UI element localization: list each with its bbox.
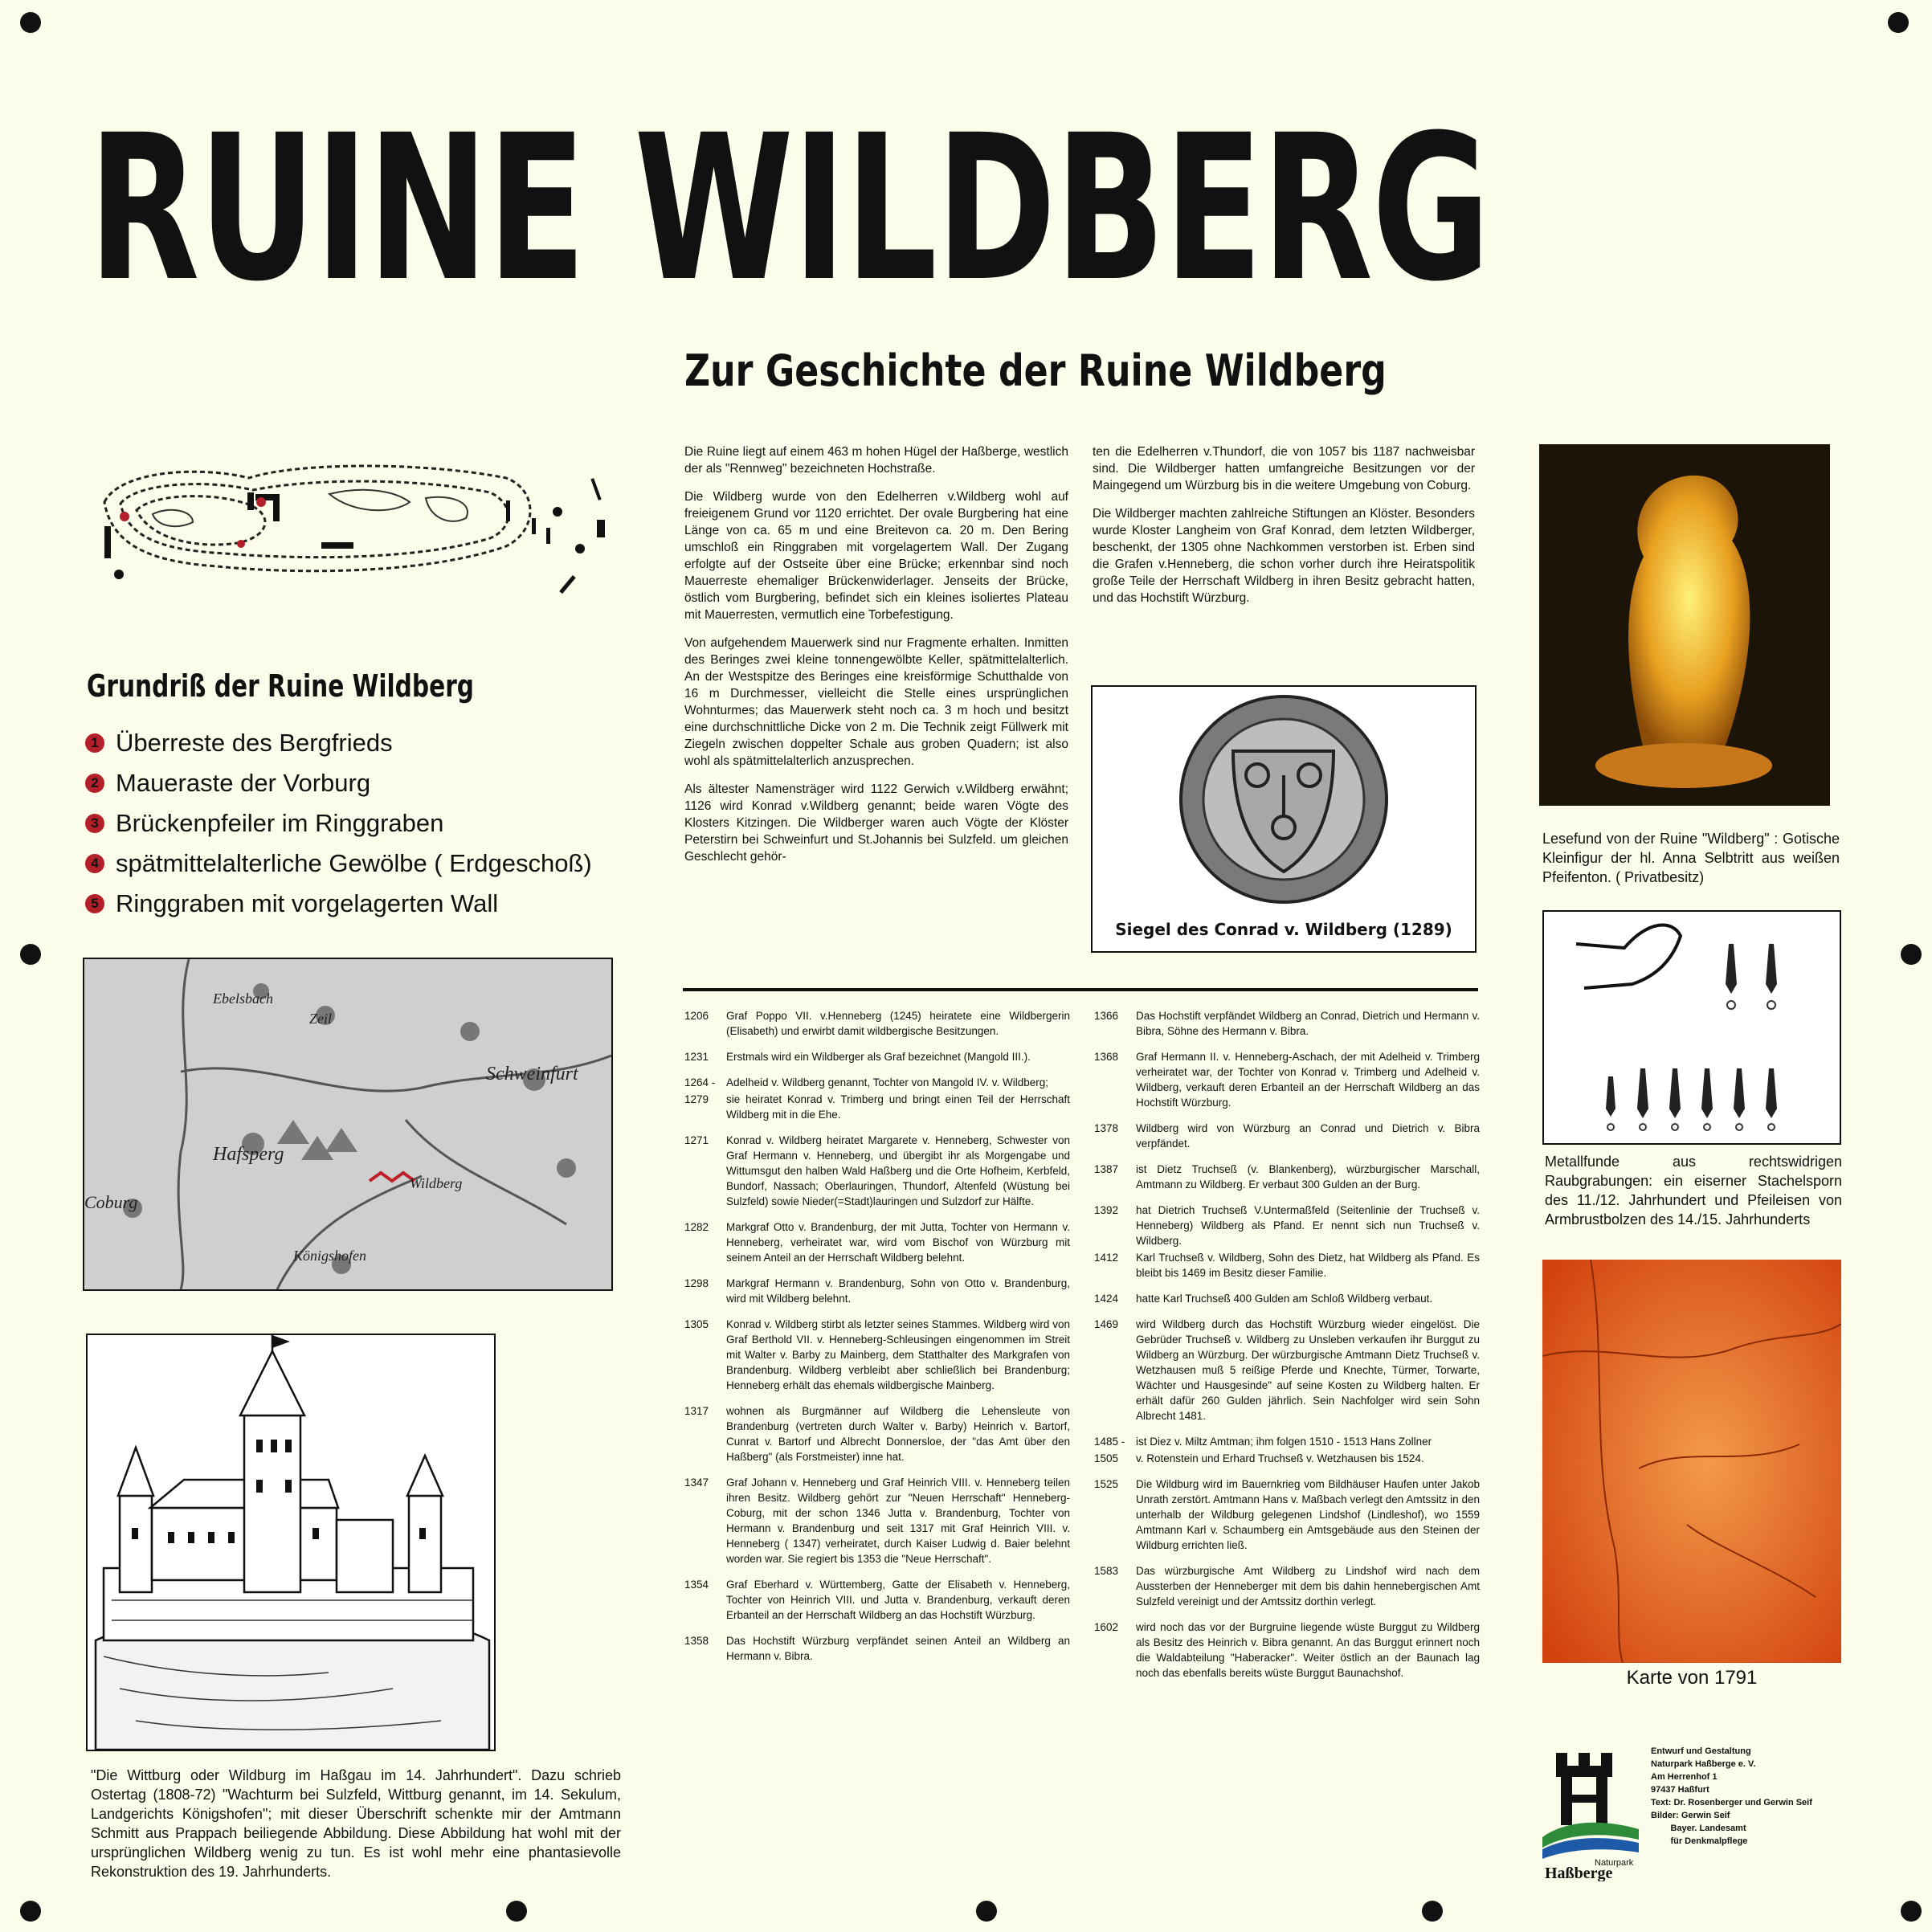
timeline-entry: [1094, 1434, 1480, 1449]
legend-number: 4: [85, 854, 104, 873]
naturpark-logo: [1538, 1745, 1643, 1881]
timeline-text: wohnen als Burgmänner auf Wildberg die Lehensleute von Brandenburg (vertreten durch Walter v. Barby) Heinrich v. Bartorf, Cunrat v. Bartorf und Albrecht Donnersloe, der "das Amt über den Haßberg" (als Forstmeister) inne hat.: [726, 1405, 1070, 1463]
timeline-year: 1378: [1094, 1122, 1119, 1134]
timeline-text: Das Hochstift verpfändet Wildberg an Conrad, Dietrich und Hermann v. Bibra, Söhne des Hermann v. Bibra.: [1136, 1010, 1480, 1037]
legend-number: 2: [85, 774, 104, 793]
credits-line: Naturpark Haßberge e. V.: [1651, 1759, 1756, 1769]
timeline-text: Die Wildburg wird im Bauernkrieg vom Bildhäuser Haufen unter Jakob Unrath zerstört. Amtmann Hans v. Maßbach verlegt den Amtssitz in den unterhalb der Wildburg gelegenen Lindshof (Lindleshof), wo 1559 Amtmann Karl v. Schaumberg ein Amtsgebäude aus den Steinen der Wildburg errichten ließ.: [1136, 1478, 1480, 1551]
figurine-photo: [1539, 444, 1830, 806]
timeline-text: wird Wildberg durch das Hochstift Würzburg wieder eingelöst. Die Gebrüder Truchseß v. Wildberg zu Unsleben verkaufen ihr Burggut zu Wildberg an Würzburg. Der würzburgische Amtmann Dietz Truchseß v. Wetzhausen muß 5 reißige Pferde und Knechte, Türmer, Torwarte, Wächter und Hausgesinde" auf seine Kosten zu Wildberg halten. Er erhält dafür 260 Gulden jährlich. Sein Nachfolger wird sein Sohn Albrecht 1481.: [1136, 1318, 1480, 1422]
legend-label: Überreste des Bergfrieds: [116, 729, 393, 757]
timeline-text: Konrad v. Wildberg stirbt als letzter seines Stammes. Wildberg wird von Graf Berthold VII. v. Henneberg-Schleusingen eingenommen im Streit mit Walter v. Barby zu Mainberg, dem Statthalter des Markgrafen von Brandenburg. Wildberg verbleibt aber schließlich bei Brandenburg; Henneberg erhält das ehemals wildbergische Mainberg.: [726, 1318, 1070, 1391]
timeline-year: 1412: [1094, 1252, 1119, 1264]
history-paragraph: Die Wildberg wurde von den Edelherren v.Wildberg wohl auf freieigenem Grund vor 1120 errichtet. Der ovale Burgbering hat eine Länge von ca. 65 m und eine Breitevon ca. 20 m. Den Bering umschloß ein Ringgraben mit vorgelagertem Wall. Der Zugang erfolgte auf der Ostseite über eine Brücke; erkennbar sind noch Mauerreste ehemaliger Brückenwiderlager. Jenseits der Brücke, östlich vom Burgbering, befindet sich ein kleines isoliertes Plateau mit Mauerresten, vermutlich eine Torbefestigung.: [684, 490, 1068, 622]
timeline-year: 1366: [1094, 1010, 1119, 1022]
credits-line: für Denkmalpflege: [1651, 1836, 1748, 1846]
timeline-year: 1298: [684, 1277, 709, 1289]
timeline-year: 1368: [1094, 1051, 1119, 1063]
credits: [1651, 1745, 1812, 1848]
screw: [20, 12, 41, 33]
logo-text: Haßberge: [1545, 1865, 1613, 1881]
metal-finds-caption: Metallfunde aus rechtswidrigen Raubgrabungen: ein eiserner Stachelsporn des 11./12. Jahrhundert und Pfeileisen von Armbrustbolzen des 14./15. Jahrhunderts: [1545, 1154, 1842, 1227]
credits-line: Text: Dr. Rosenberger und Gerwin Seif: [1651, 1798, 1812, 1807]
seal-image-frame: [1091, 685, 1477, 953]
metal-finds-drawing: [1544, 912, 1840, 1143]
timeline-entry: [1094, 1620, 1480, 1681]
screw: [1888, 12, 1909, 33]
timeline-entry: [684, 1219, 1070, 1265]
map-1791-caption: Karte von 1791: [1626, 1667, 1758, 1689]
legend-item: [85, 843, 592, 884]
timeline-text: Konrad v. Wildberg heiratet Margarete v. Henneberg, Schwester von Graf Hermann v. Henneberg, und übergibt ihr als Morgengabe und Wittumsgut den halben Wald Haßberg und die Orte Hofheim, Kerbfeld, Bundorf, Nassach; Oberlauringen, Thundorf, Altenfeld (Wüstung bei Sulzfeld) sowie Nieder(=Stadt)lauringen und Sulzdorf zur Hälfte.: [726, 1134, 1070, 1207]
history-paragraph: ten die Edelherren v.Thundorf, die von 1057 bis 1187 nachweisbar sind. Die Wildberger hatten umfangreiche Besitzungen vor der Maingegend um Würzburg bis in die weitere Umgebung von Coburg.: [1093, 445, 1475, 492]
old-map-image: [83, 958, 613, 1291]
credits-line: Bilder: Gerwin Seif: [1651, 1811, 1730, 1820]
credits-line: 97437 Haßfurt: [1651, 1785, 1709, 1795]
timeline-year: 1305: [684, 1318, 709, 1330]
timeline-entry: [684, 1133, 1070, 1209]
timeline-entry: [1094, 1317, 1480, 1423]
castle-drawing-frame: [86, 1334, 496, 1751]
logo-text-small: Naturpark: [1595, 1858, 1634, 1868]
map-label: Ebelsbach: [213, 991, 273, 1007]
timeline-entry: [1094, 1250, 1480, 1281]
timeline-text: Erstmals wird ein Wildberger als Graf bezeichnet (Mangold III.).: [726, 1051, 1031, 1063]
timeline-text: Das würzburgische Amt Wildberg zu Lindshof wird nach dem Aussterben der Henneberger mit dem bis dahin hennebergischen Amt Sulzfeld vereinigt und der Amtssitz dorthin verlegt.: [1136, 1565, 1480, 1607]
timeline-year: 1231: [684, 1051, 709, 1063]
legend-item: [85, 803, 592, 843]
timeline-right: [1094, 1008, 1480, 1691]
credits-line: Am Herrenhof 1: [1651, 1772, 1718, 1782]
credits-line: Bayer. Landesamt: [1651, 1824, 1746, 1833]
timeline-year: 1424: [1094, 1293, 1119, 1305]
timeline-entry: [1094, 1008, 1480, 1039]
map-label: Wildberg: [410, 1175, 463, 1191]
timeline-year: 1505: [1094, 1452, 1119, 1464]
screw: [1901, 1901, 1922, 1922]
figurine-caption: Lesefund von der Ruine "Wildberg" : Gotische Kleinfigur der hl. Anna Selbtritt aus weißen Pfeifenton. ( Privatbesitz): [1542, 831, 1840, 885]
timeline-year: 1271: [684, 1134, 709, 1146]
legend-number: 1: [85, 733, 104, 753]
timeline-text: ist Diez v. Miltz Amtman; ihm folgen 1510 - 1513 Hans Zollner: [1136, 1436, 1432, 1448]
timeline-text: wird noch das vor der Burgruine liegende wüste Burggut zu Wildberg als Besitz des Heinrich v. Bibra genannt. An das Burggut erinnert noch die Waldabteilung "Haberacker". Weiter östlich an der Baunach lag noch das ebenfalls bereits wüste Burggut Baunachshof.: [1136, 1621, 1480, 1679]
timeline-text: v. Rotenstein und Erhard Truchseß v. Wetzhausen bis 1524.: [1136, 1452, 1424, 1464]
page-subtitle: Zur Geschichte der Ruine Wildberg: [684, 345, 1387, 396]
timeline-entry: [1094, 1563, 1480, 1609]
legend-label: spätmittelalterliche Gewölbe ( Erdgeschoß): [116, 849, 592, 877]
timeline-year: 1485 -: [1094, 1436, 1125, 1448]
history-paragraph: Die Ruine liegt auf einem 463 m hohen Hügel der Haßberge, westlich der als "Rennweg" bezeichneten Hochstraße.: [684, 445, 1068, 476]
legend-label: Ringgraben mit vorgelagerten Wall: [116, 889, 499, 917]
timeline-year: 1279: [684, 1093, 709, 1105]
history-paragraph: Die Wildberger machten zahlreiche Stiftungen an Klöster. Besonders wurde Kloster Langheim von Graf Konrad, dem letzten Wildberger, beschenkt, der 1305 ohne Nachkommen verstorben ist. Erben sind die Grafen v.Henneberg, die schon vorher durch ihre Heiratspolitik große Teile der Herrschaft Wildberg in ihren Besitz gebracht hatten, und das Hochstift Würzburg.: [1093, 507, 1475, 605]
timeline-divider: [683, 988, 1478, 991]
timeline-entry: [1094, 1477, 1480, 1553]
timeline-text: hat Dietrich Truchseß V.Untermaßfeld (Seitenlinie der Truchseß v. Henneberg) Wildberg als Pfand. Er nennt sich nun Truchseß v. Wildberg.: [1136, 1204, 1480, 1247]
timeline-text: Graf Eberhard v. Württemberg, Gatte der Elisabeth v. Henneberg, Tochter von Heinrich VIII. und Jutta v. Brandenburg, verkauft deren Erbanteil an der Herrschaft Wildberg an das Hochstift Würzburg.: [726, 1579, 1070, 1621]
timeline-year: 1392: [1094, 1204, 1119, 1216]
timeline-year: 1358: [684, 1635, 709, 1647]
map-label: Hafsperg: [213, 1144, 284, 1165]
timeline-year: 1469: [1094, 1318, 1119, 1330]
timeline-text: Markgraf Otto v. Brandenburg, der mit Jutta, Tochter von Hermann v. Henneberg, verheiratet war, wird vom Bischof von Würzburg mit seinem Anteil an der Herrschaft Wildberg belehnt.: [726, 1221, 1070, 1264]
timeline-entry: [684, 1577, 1070, 1623]
timeline-year: 1347: [684, 1477, 709, 1489]
legend-item: [85, 884, 592, 924]
map-label: Schweinfurt: [486, 1064, 578, 1084]
timeline-text: hatte Karl Truchseß 400 Gulden am Schloß Wildberg verbaut.: [1136, 1293, 1433, 1305]
timeline-entry: [684, 1633, 1070, 1664]
timeline-year: 1602: [1094, 1621, 1119, 1633]
timeline-entry: [684, 1276, 1070, 1306]
timeline-text: ist Dietz Truchseß (v. Blankenberg), würzburgischer Marschall, Amtmann zu Wildberg. Er verbaut 300 Gulden an der Burg.: [1136, 1163, 1480, 1191]
timeline-text: Graf Hermann II. v. Henneberg-Aschach, der mit Adelheid v. Trimberg verheiratet war, der Tochter von Konrad v. Trimberg und Adelheid v. Wildberg, verkauft deren Erbanteil an der Herrschaft Wildberg an das Hochstift Würzburg.: [1136, 1051, 1480, 1109]
timeline-text: Graf Johann v. Henneberg und Graf Heinrich VIII. v. Henneberg teilen ihren Besitz. Wildberg gehört zur "Neuen Herrschaft" Henneberg-Coburg, mit der schon 1346 Jutta v. Brandenburg, Tochter von Hermann v. Brandenburg und seit 1317 mit Graf Heinrich VIII. v. Henneberg ( 1347) verheiratet, durch Kaiser Ludwig d. Baier belehnt worden war. Sie regiert bis 1353 die "Neue Herrschaft".: [726, 1477, 1070, 1565]
map-label: Zeil: [309, 1011, 333, 1027]
timeline-entry: [684, 1317, 1070, 1393]
history-column-2: [1093, 443, 1475, 618]
map-label: Königshofen: [293, 1248, 367, 1264]
page-title: RUINE WILDBERG: [88, 92, 1489, 325]
legend-number: 5: [85, 894, 104, 913]
timeline-year: 1387: [1094, 1163, 1119, 1175]
legend-number: 3: [85, 814, 104, 833]
timeline-entry: [684, 1075, 1070, 1090]
timeline-year: 1317: [684, 1405, 709, 1417]
screw: [1901, 944, 1922, 965]
map-1791-image: [1542, 1260, 1841, 1663]
history-column-1: [684, 443, 1068, 876]
legend-label: Brückenpfeiler im Ringgraben: [116, 809, 444, 837]
castle-drawing: [88, 1335, 494, 1750]
timeline-entry: [684, 1475, 1070, 1566]
screw: [20, 1901, 41, 1922]
metal-finds-frame: [1542, 910, 1841, 1145]
ground-plan-drawing: [88, 454, 643, 615]
timeline-year: 1583: [1094, 1565, 1119, 1577]
timeline-entry: [1094, 1121, 1480, 1151]
seal-image: [1093, 687, 1475, 912]
castle-caption: "Die Wittburg oder Wildburg im Haßgau im 14. Jahrhundert". Dazu schrieb Ostertag (1808-72) "Wachturm bei Sulzfeld, Wittburg genannt, im 14. Sekulum, Landgerichts Königshofen"; mit dieser Überschrift schenkte mir der Amtmann Schmitt aus Prappach beiliegende Abbildung. Diese Abbildung hat wohl mit der ursprünglichen Wildberg wenig zu tun. Es ist wohl mehr eine phantasievolle Rekonstruktion des 19. Jahrhunderts.: [91, 1767, 621, 1880]
legend-item: [85, 723, 592, 763]
timeline-text: Karl Truchseß v. Wildberg, Sohn des Dietz, hat Wildberg als Pfand. Es bleibt bis 1469 im Besitz dieser Familie.: [1136, 1252, 1480, 1279]
timeline-text: Markgraf Hermann v. Brandenburg, Sohn von Otto v. Brandenburg, wird mit Wildberg belehnt.: [726, 1277, 1070, 1305]
timeline-text: Das Hochstift Würzburg verpfändet seinen Anteil an Wildberg an Hermann v. Bibra.: [726, 1635, 1070, 1662]
timeline-year: 1282: [684, 1221, 709, 1233]
plan-title: Grundriß der Ruine Wildberg: [87, 668, 475, 704]
timeline-year: 1206: [684, 1010, 709, 1022]
timeline-entry: [1094, 1162, 1480, 1192]
timeline-entry: [1094, 1049, 1480, 1110]
legend-label: Maueraste der Vorburg: [116, 769, 371, 797]
screw: [1422, 1901, 1443, 1922]
timeline-entry: [684, 1403, 1070, 1464]
timeline-entry: [1094, 1203, 1480, 1248]
old-map-drawing: [84, 959, 611, 1289]
screw: [20, 944, 41, 965]
timeline-entry: [1094, 1451, 1480, 1466]
timeline-year: 1354: [684, 1579, 709, 1591]
timeline-entry: [684, 1092, 1070, 1122]
timeline-text: sie heiratet Konrad v. Trimberg und bringt einen Teil der Herrschaft Wildberg mit in die Ehe.: [726, 1093, 1070, 1121]
timeline-entry: [1094, 1291, 1480, 1306]
timeline-entry: [684, 1049, 1070, 1064]
history-paragraph: Als ältester Namensträger wird 1122 Gerwich v.Wildberg erwähnt; 1126 wird Konrad v.Wildberg genannt; beide waren Vögte des Klosters Kitzingen. Die Wildberger waren auch Vögte der Klöster Peterstirn bei Schweinfurt und St.Johannis bei Sulzfeld. um gleichen Geschlecht gehör-: [684, 782, 1068, 864]
timeline-text: Graf Poppo VII. v.Henneberg (1245) heiratete eine Wildbergerin (Elisabeth) und erwirbt damit wildbergische Besitzungen.: [726, 1010, 1070, 1037]
credits-line: Entwurf und Gestaltung: [1651, 1746, 1751, 1756]
timeline-year: 1525: [1094, 1478, 1119, 1490]
screw: [506, 1901, 527, 1922]
plan-legend: [85, 723, 592, 924]
history-paragraph: Von aufgehendem Mauerwerk sind nur Fragmente erhalten. Inmitten des Beringes zwei kleine tonnengewölbte Keller, spätmittelalterlich. An der Westspitze des Beringes eine kreisförmige Schutthalde von 16 m Durchmesser, vielleicht die Stelle eines ursprünglichen Wohnturmes; das Mauerwerk steht noch ca. 3 m hoch und besitzt eine durchschnittliche Dicke von 2 m. Die Technik zeigt Füllwerk mit Ziegeln zwischen doppelter Schale aus groben Quadern; ist also wohl als spätmittelalterlich anzusprechen.: [684, 636, 1068, 768]
timeline-text: Wildberg wird von Würzburg an Conrad und Dietrich v. Bibra verpfändet.: [1136, 1122, 1480, 1150]
timeline-text: Adelheid v. Wildberg genannt, Tochter von Mangold IV. v. Wildberg;: [726, 1076, 1048, 1089]
timeline-entry: [684, 1008, 1070, 1039]
timeline-left: [684, 1008, 1070, 1674]
seal-caption: Siegel des Conrad v. Wildberg (1289): [1115, 920, 1452, 939]
timeline-year: 1264 -: [684, 1076, 716, 1089]
screw: [976, 1901, 997, 1922]
map-label: Coburg: [84, 1192, 138, 1212]
legend-item: [85, 763, 592, 803]
